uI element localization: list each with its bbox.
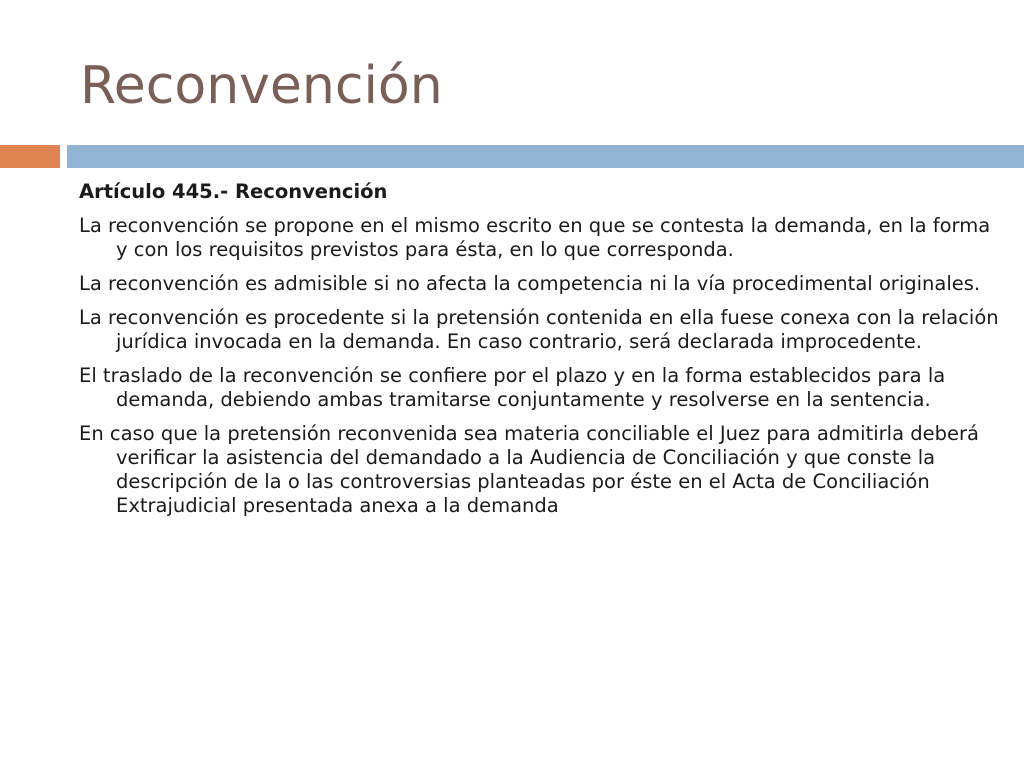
article-paragraph-1: La reconvención se propone en el mismo escrito en que se contesta la demanda, en la forma y con los requisitos previstos para ésta, en lo que corresponda. — [79, 214, 991, 261]
title-divider-bar — [67, 145, 1024, 168]
article-heading: Artículo 445.- Reconvención — [79, 180, 388, 203]
slide-title: Reconvención — [80, 56, 443, 116]
article-paragraph-5: En caso que la pretensión reconvenida sea materia conciliable el Juez para admitirla deberá verificar la asistencia del demandado a la Audiencia de Conciliación y que conste la descripción de la o las controversias planteadas por éste en el Acta de Conciliación Extrajudicial presentada anexa a la demanda — [79, 422, 979, 517]
title-accent-bar — [0, 145, 60, 168]
article-paragraph-2: La reconvención es admisible si no afecta la competencia ni la vía procedimental originales. — [79, 272, 981, 295]
article-paragraph-3: La reconvención es procedente si la pretensión contenida en ella fuese conexa con la relación jurídica invocada en la demanda. En caso contrario, será declarada improcedente. — [79, 306, 999, 353]
slide-body — [79, 180, 999, 528]
article-paragraph-4: El traslado de la reconvención se confiere por el plazo y en la forma establecidos para la demanda, debiendo ambas tramitarse conjuntamente y resolverse en la sentencia. — [79, 364, 946, 411]
